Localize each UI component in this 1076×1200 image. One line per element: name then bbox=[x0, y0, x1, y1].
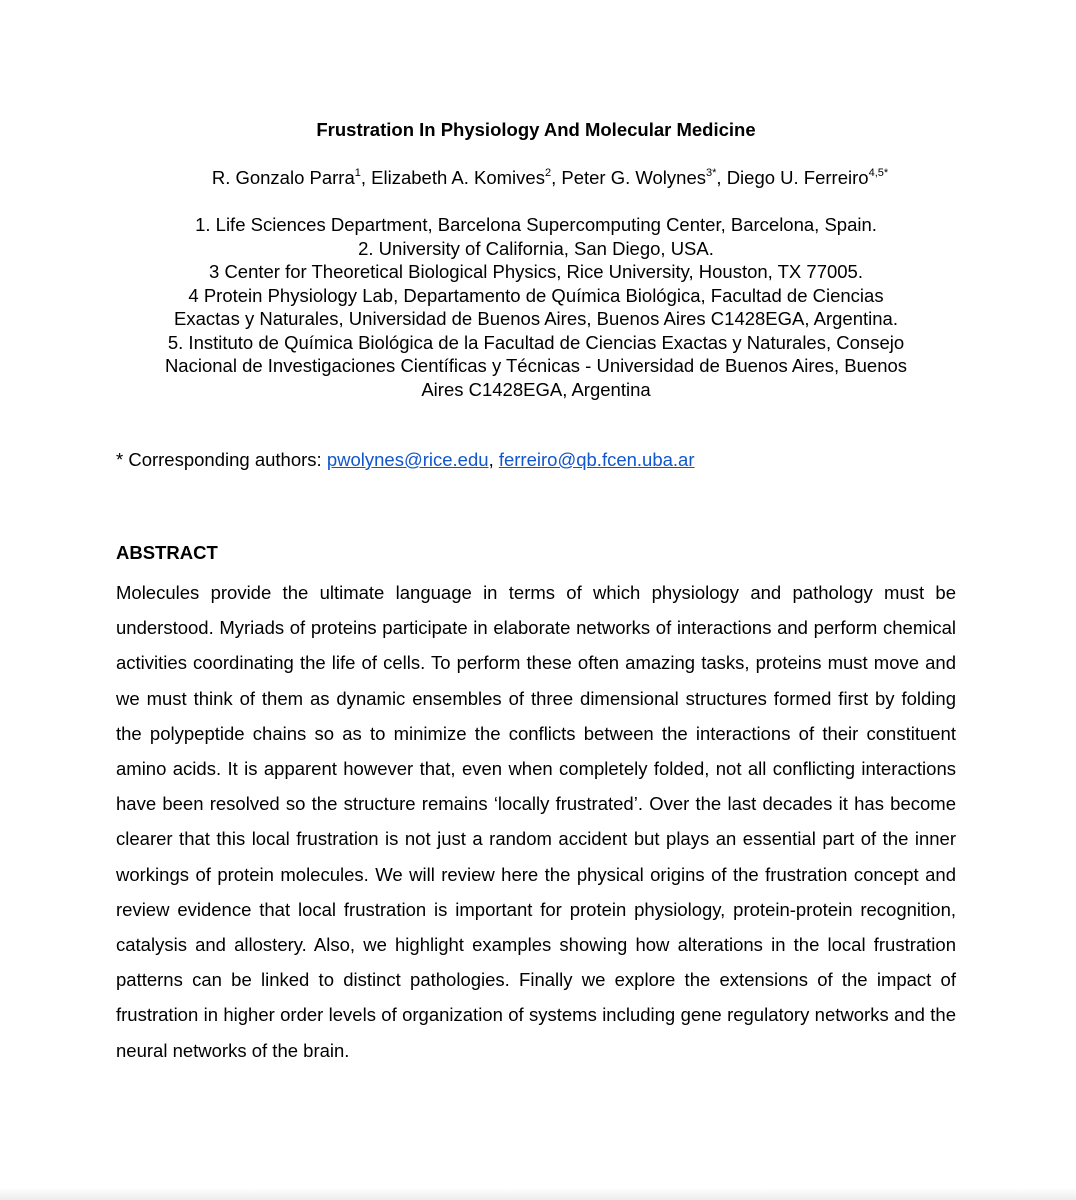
corresponding-label: * Corresponding authors: bbox=[116, 449, 327, 470]
abstract-heading: ABSTRACT bbox=[116, 542, 218, 563]
paper-title: Frustration In Physiology And Molecular Medicine bbox=[316, 119, 756, 140]
author-name: Elizabeth A. Komives bbox=[371, 167, 545, 188]
email-separator: , bbox=[488, 449, 499, 470]
affiliation-line: 4 Protein Physiology Lab, Departamento de Química Biológica, Facultad de Ciencias bbox=[188, 284, 884, 306]
author-separator: , bbox=[716, 167, 727, 188]
author-affiliation-marker: 3* bbox=[706, 166, 717, 179]
page-bottom-edge bbox=[0, 1188, 1076, 1200]
affiliation-line: Aires C1428EGA, Argentina bbox=[421, 378, 651, 400]
email-link-ferreiro[interactable]: ferreiro@qb.fcen.uba.ar bbox=[498, 449, 695, 470]
affiliation-list bbox=[110, 213, 962, 401]
abstract-text: Molecules provide the ultimate language in terms of which physiology and pathology must be understood. Myriads of proteins participate in elaborate networks of interactions and perform chemical activities coordinating the life of cells. To perform these often amazing tasks, proteins must move and we must think of them as dynamic ensembles of three dimensional structures formed first by folding the polypeptide chains so as to minimize the conflicts between the interactions of their constituent amino acids. It is apparent however that, even when completely folded, not all conflicting interactions have been resolved so the structure remains ‘locally frustrated’. Over the last decades it has become clearer that this local frustration is not just a random accident but plays an essential part of the inner workings of protein molecules. We will review here the physical origins of the frustration concept and review evidence that local frustration is important for protein physiology, protein-protein recognition, catalysis and allostery. Also, we highlight examples showing how alterations in the local frustration patterns can be linked to distinct pathologies. Finally we explore the extensions of the impact of frustration in higher order levels of organization of systems including gene regulatory networks and the neural networks of the brain. bbox=[116, 582, 956, 1061]
author-affiliation-marker: 4,5* bbox=[868, 166, 889, 179]
author-affiliation-marker: 2 bbox=[544, 166, 552, 179]
author-name: Diego U. Ferreiro bbox=[726, 167, 869, 188]
author-separator: , bbox=[551, 167, 562, 188]
author-name: R. Gonzalo Parra bbox=[211, 167, 355, 188]
affiliation-line: Exactas y Naturales, Universidad de Buenos Aires, Buenos Aires C1428EGA, Argentina. bbox=[174, 308, 898, 329]
affiliation-line: 3 Center for Theoretical Biological Physics, Rice University, Houston, TX 77005. bbox=[209, 261, 863, 282]
affiliation-line: 1. Life Sciences Department, Barcelona Supercomputing Center, Barcelona, Spain. bbox=[195, 214, 877, 235]
author-list bbox=[0, 166, 1076, 190]
corresponding-authors bbox=[116, 448, 976, 472]
author-name: Peter G. Wolynes bbox=[561, 167, 706, 188]
affiliation-line: 5. Instituto de Química Biológica de la Facultad de Ciencias Exactas y Naturales, Consejo bbox=[167, 331, 905, 353]
email-link-wolynes[interactable]: pwolynes@rice.edu bbox=[326, 449, 489, 470]
affiliation-line: Nacional de Investigaciones Científicas y Técnicas - Universidad de Buenos Aires, Buenos bbox=[164, 355, 908, 376]
affiliation-line: 2. University of California, San Diego, USA. bbox=[358, 237, 714, 259]
author-affiliation-marker: 1 bbox=[354, 166, 361, 179]
author-separator: , bbox=[360, 167, 372, 188]
